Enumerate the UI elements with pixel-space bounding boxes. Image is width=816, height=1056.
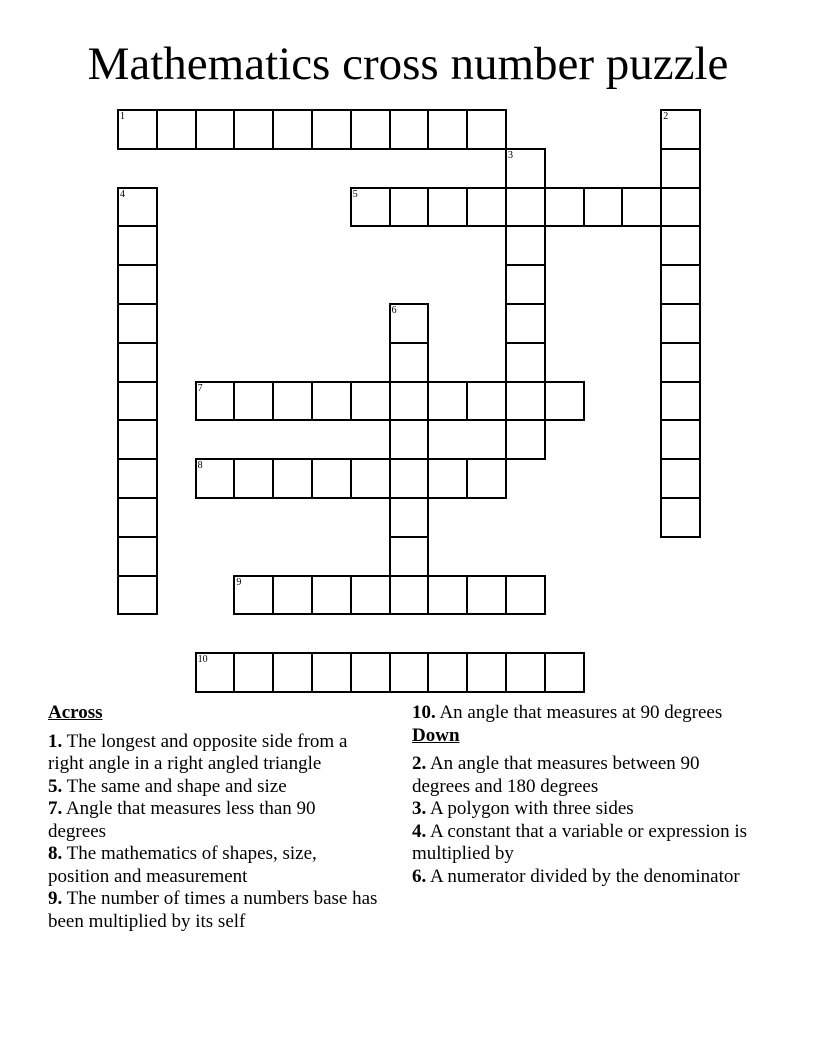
clue-down-6 [412, 866, 752, 889]
clue-number-label: 5 [352, 188, 358, 200]
grid-cell[interactable] [272, 381, 313, 422]
clue-number: 5. [48, 775, 63, 797]
grid-cell[interactable] [117, 342, 158, 383]
grid-cell[interactable] [389, 536, 430, 577]
grid-cell[interactable] [660, 109, 701, 150]
clue-number: 6. [412, 865, 427, 887]
grid-cell[interactable] [466, 458, 507, 499]
grid-cell[interactable] [272, 109, 313, 150]
grid-cell[interactable] [583, 187, 624, 228]
clues-column-right [412, 702, 752, 888]
grid-cell[interactable] [466, 187, 507, 228]
grid-cell[interactable] [466, 575, 507, 616]
grid-cell[interactable] [505, 342, 546, 383]
grid-cell[interactable] [117, 225, 158, 266]
grid-cell[interactable] [389, 342, 430, 383]
grid-cell[interactable] [117, 458, 158, 499]
clue-text: A polygon with three sides [429, 798, 634, 819]
grid-cell[interactable] [660, 303, 701, 344]
clue-number: 8. [48, 843, 63, 864]
clue-number: 7. [48, 798, 63, 819]
grid-cell[interactable] [389, 381, 430, 422]
grid-cell[interactable] [505, 652, 546, 693]
grid-cell[interactable] [350, 381, 391, 422]
grid-cell[interactable] [505, 575, 546, 616]
grid-cell[interactable] [272, 458, 313, 499]
grid-cell[interactable] [466, 381, 507, 422]
grid-cell[interactable] [505, 264, 546, 305]
grid-cell[interactable] [195, 458, 236, 499]
clue-across-7 [48, 798, 378, 843]
grid-cell[interactable] [466, 652, 507, 693]
down-heading: Down [412, 724, 460, 746]
grid-cell[interactable] [117, 303, 158, 344]
grid-cell[interactable] [544, 652, 585, 693]
clue-down-2 [412, 753, 752, 798]
grid-cell[interactable] [427, 458, 468, 499]
clue-number-label: 10 [197, 654, 208, 666]
clue-number-label: 2 [663, 111, 669, 122]
grid-cell[interactable] [660, 497, 701, 538]
grid-cell[interactable] [660, 419, 701, 460]
grid-cell[interactable] [505, 187, 546, 228]
grid-cell[interactable] [660, 148, 701, 189]
clue-text: The same and shape and size [66, 775, 287, 797]
grid-cell[interactable] [311, 575, 352, 616]
clue-text: An angle that measures between 90 degrees and 180 degrees [412, 753, 700, 797]
grid-cell[interactable] [660, 458, 701, 499]
grid-cell[interactable] [311, 458, 352, 499]
grid-cell[interactable] [660, 264, 701, 305]
grid-cell[interactable] [505, 419, 546, 460]
grid-cell[interactable] [272, 652, 313, 693]
grid-cell[interactable] [233, 575, 274, 616]
grid-cell[interactable] [233, 458, 274, 499]
grid-cell[interactable] [621, 187, 662, 228]
grid-cell[interactable] [544, 187, 585, 228]
clue-number: 10. [412, 702, 436, 723]
grid-cell[interactable] [117, 536, 158, 577]
clue-text: The mathematics of shapes, size, position and measurement [48, 843, 317, 887]
grid-cell[interactable] [389, 497, 430, 538]
clue-number: 3. [412, 798, 427, 819]
grid-cell[interactable] [389, 303, 430, 344]
clue-down-4 [412, 821, 752, 866]
clue-across-1 [48, 731, 378, 776]
grid-cell[interactable] [117, 575, 158, 616]
clue-across-9 [48, 888, 378, 933]
grid-cell[interactable] [195, 652, 236, 693]
page-title: Mathematics cross number puzzle [87, 38, 729, 90]
grid-cell[interactable] [195, 381, 236, 422]
grid-cell[interactable] [350, 458, 391, 499]
clue-across-8 [48, 843, 378, 888]
grid-cell[interactable] [389, 109, 430, 150]
grid-cell[interactable] [233, 381, 274, 422]
clue-number: 2. [412, 753, 427, 774]
clue-text: Angle that measures less than 90 degrees [48, 798, 316, 842]
grid-cell[interactable] [389, 419, 430, 460]
grid-cell[interactable] [427, 652, 468, 693]
clue-number-label: 9 [236, 576, 242, 588]
grid-cell[interactable] [427, 575, 468, 616]
grid-cell[interactable] [660, 381, 701, 422]
grid-cell[interactable] [389, 652, 430, 693]
grid-cell[interactable] [505, 225, 546, 266]
grid-cell[interactable] [427, 187, 468, 228]
grid-cell[interactable] [389, 187, 430, 228]
grid-cell[interactable] [311, 652, 352, 693]
grid-cell[interactable] [117, 419, 158, 460]
clue-number: 1. [48, 730, 63, 752]
grid-cell[interactable] [117, 187, 158, 228]
grid-cell[interactable] [427, 381, 468, 422]
grid-cell[interactable] [544, 381, 585, 422]
grid-cell[interactable] [195, 109, 236, 150]
clue-number-label: 8 [197, 460, 203, 472]
grid-cell[interactable] [117, 381, 158, 422]
grid-cell[interactable] [233, 109, 274, 150]
grid-cell[interactable] [156, 109, 197, 150]
clue-text: A constant that a variable or expression is multiplied by [412, 820, 748, 864]
grid-cell[interactable] [350, 109, 391, 150]
clue-number-label: 7 [197, 382, 203, 394]
grid-cell[interactable] [350, 652, 391, 693]
clue-number-label: 4 [120, 188, 125, 200]
clue-number-label: 3 [508, 149, 513, 161]
clue-across-10 [412, 702, 752, 725]
clues-column-left [48, 702, 378, 933]
grid-cell[interactable] [117, 109, 158, 150]
across-heading: Across [48, 702, 103, 723]
clue-number: 9. [48, 888, 63, 909]
grid-cell[interactable] [427, 109, 468, 150]
grid-cell[interactable] [272, 575, 313, 616]
grid-cell[interactable] [117, 264, 158, 305]
grid-cell[interactable] [505, 381, 546, 422]
grid-cell[interactable] [660, 187, 701, 228]
clue-text: The number of times a numbers base has been multiplied by its self [48, 888, 378, 932]
clue-number: 4. [412, 820, 427, 842]
grid-cell[interactable] [350, 187, 391, 228]
grid-cell[interactable] [233, 652, 274, 693]
grid-cell[interactable] [389, 575, 430, 616]
clue-number-label: 1 [120, 111, 125, 122]
grid-cell[interactable] [660, 342, 701, 383]
grid-cell[interactable] [505, 148, 546, 189]
clue-number-label: 6 [391, 305, 397, 316]
clue-text: The longest and opposite side from a right angle in a right angled triangle [48, 730, 348, 774]
clue-across-5 [48, 776, 378, 799]
grid-cell[interactable] [117, 497, 158, 538]
grid-cell[interactable] [466, 109, 507, 150]
grid-cell[interactable] [350, 575, 391, 616]
grid-cell[interactable] [660, 225, 701, 266]
grid-cell[interactable] [311, 109, 352, 150]
clue-text: A numerator divided by the denominator [429, 865, 740, 887]
clue-text: An angle that measures at 90 degrees [439, 702, 723, 723]
grid-cell[interactable] [389, 458, 430, 499]
grid-cell[interactable] [311, 381, 352, 422]
clue-down-3 [412, 798, 752, 821]
grid-cell[interactable] [505, 303, 546, 344]
